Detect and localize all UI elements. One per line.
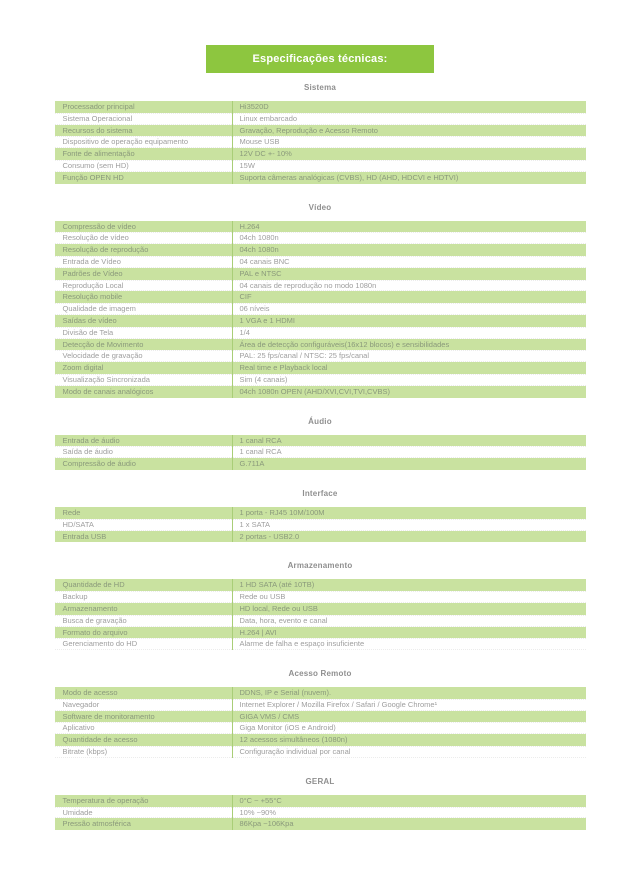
spec-value: 04 canais BNC: [239, 256, 290, 266]
spec-value: 1/4: [239, 327, 250, 337]
spec-label: Navegador: [62, 699, 100, 709]
spec-label: Software de monitoramento: [62, 711, 155, 721]
section-title-audio: Áudio: [308, 416, 332, 426]
spec-label: Saídas de vídeo: [62, 315, 117, 325]
spec-value: Alarme de falha e espaço insuficiente: [239, 639, 365, 649]
section-title-video: Vídeo: [308, 202, 332, 212]
spec-label: Entrada de áudio: [62, 435, 120, 445]
table-row: [55, 795, 586, 807]
spec-label: Fonte de alimentação: [62, 149, 135, 159]
spec-label: Backup: [62, 592, 88, 602]
spec-table-acesso-remoto: [55, 687, 586, 758]
section-interface: [0, 489, 640, 542]
spec-label: Temperatura de operação: [62, 795, 149, 805]
table-row: [55, 435, 586, 447]
table-row: [55, 362, 586, 374]
spec-value: Área de detecção configuráveis(16x12 blocos) e sensibilidades: [239, 339, 450, 349]
spec-value: 10% ~90%: [239, 807, 276, 817]
table-row: [55, 446, 586, 458]
table-row: [55, 638, 586, 650]
spec-label: Velocidade de gravação: [62, 351, 143, 361]
table-row: [55, 125, 586, 137]
spec-label: Saída de áudio: [62, 447, 113, 457]
spec-label: Gerenciamento do HD: [62, 639, 138, 649]
spec-label: Padrões de Vídeo: [62, 268, 123, 278]
spec-table-geral: [55, 795, 586, 830]
spec-label: Visualização Sincronizada: [62, 374, 150, 384]
table-row: [55, 244, 586, 256]
spec-value: PAL e NTSC: [239, 268, 282, 278]
spec-label: Consumo (sem HD): [62, 160, 129, 170]
spec-label: HD/SATA: [62, 519, 94, 529]
table-row: [55, 113, 586, 125]
spec-sections-container: [0, 83, 640, 830]
table-row: [55, 591, 586, 603]
spec-value: 2 portas - USB2.0: [239, 531, 300, 541]
spec-value: PAL: 25 fps/canal / NTSC: 25 fps/canal: [239, 351, 370, 361]
section-audio: [0, 417, 640, 470]
spec-value: 04ch 1080n: [239, 245, 279, 255]
spec-label: Resolução de vídeo: [62, 233, 129, 243]
spec-value: Configuração individual por canal: [239, 747, 351, 757]
spec-label: Quantidade de acesso: [62, 735, 138, 745]
spec-label: Zoom digital: [62, 363, 104, 373]
table-row: [55, 374, 586, 386]
spec-table-armazenamento: [55, 579, 586, 650]
table-row: [55, 291, 586, 303]
spec-value: 04 canais de reprodução no modo 1080n: [239, 280, 377, 290]
spec-label: Recursos do sistema: [62, 125, 133, 135]
spec-table-interface: [55, 507, 586, 542]
table-row: [55, 268, 586, 280]
spec-label: Entrada USB: [62, 531, 107, 541]
spec-label: Bitrate (kbps): [62, 747, 108, 757]
section-geral: [0, 777, 640, 830]
table-row: [55, 807, 586, 819]
table-row: [55, 148, 586, 160]
table-row: [55, 615, 586, 627]
spec-label: Divisão de Tela: [62, 327, 114, 337]
spec-value: G.711A: [239, 459, 265, 469]
table-row: [55, 746, 586, 758]
spec-label: Aplicativo: [62, 723, 95, 733]
spec-value: Suporta câmeras analógicas (CVBS), HD (AHD, HDCVI e HDTVI): [239, 172, 459, 182]
table-row: [55, 458, 586, 470]
table-row: [55, 711, 586, 723]
page-title: Especificações técnicas:: [252, 53, 388, 65]
spec-label: Entrada de Vídeo: [62, 256, 121, 266]
table-row: [55, 101, 586, 113]
table-row: [55, 579, 586, 591]
spec-value: Internet Explorer / Mozilla Firefox / Safari / Google Chrome¹: [239, 699, 438, 709]
spec-value: Giga Monitor (iOS e Android): [239, 723, 336, 733]
table-row: [55, 327, 586, 339]
table-row: [55, 232, 586, 244]
spec-label: Resolução mobile: [62, 292, 123, 302]
spec-value: H.264: [239, 221, 260, 231]
table-row: [55, 280, 586, 292]
spec-value: Linux embarcado: [239, 113, 298, 123]
table-row: [55, 627, 586, 639]
section-title-acesso-remoto: Acesso Remoto: [288, 669, 352, 679]
table-row: [55, 386, 586, 398]
spec-label: Umidade: [62, 807, 93, 817]
spec-value: DDNS, IP e Serial (nuvem).: [239, 688, 332, 698]
table-row: [55, 256, 586, 268]
table-row: [55, 519, 586, 531]
spec-table-video: [55, 221, 586, 398]
spec-label: Busca de gravação: [62, 615, 127, 625]
table-row: [55, 172, 586, 184]
spec-value: Real time e Playback local: [239, 363, 328, 373]
spec-label: Reprodução Local: [62, 280, 124, 290]
spec-value: CIF: [239, 292, 252, 302]
spec-value: 12V DC +- 10%: [239, 149, 292, 159]
table-row: [55, 699, 586, 711]
section-title-interface: Interface: [302, 488, 338, 498]
spec-value: Hi3520D: [239, 102, 269, 111]
spec-value: 1 canal RCA: [239, 435, 282, 445]
spec-table-audio: [55, 435, 586, 470]
table-row: [55, 603, 586, 615]
section-title-sistema: Sistema: [303, 83, 337, 92]
section-acesso-remoto: [0, 669, 640, 758]
spec-label: Dispositivo de operação equipamento: [62, 137, 188, 147]
spec-label: Modo de acesso: [62, 688, 118, 698]
table-row: [55, 734, 586, 746]
spec-value: 04ch 1080n: [239, 233, 279, 243]
table-row: [55, 221, 586, 233]
spec-value: H.264 | AVI: [239, 627, 277, 637]
spec-label: Pressão atmosférica: [62, 819, 131, 829]
spec-value: 1 HD SATA (até 10TB): [239, 580, 315, 590]
spec-value: 12 acessos simultâneos (1080n): [239, 735, 348, 745]
table-row: [55, 531, 586, 543]
spec-label: Sistema Operacional: [62, 113, 133, 123]
section-armazenamento: [0, 561, 640, 650]
spec-value: 1 porta - RJ45 10M/100M: [239, 507, 325, 517]
spec-value: 04ch 1080n OPEN (AHD/XVI,CVI,TVI,CVBS): [239, 386, 390, 396]
spec-value: Mouse USB: [239, 137, 280, 147]
table-row: [55, 136, 586, 148]
spec-label: Qualidade de imagem: [62, 304, 136, 314]
table-row: [55, 818, 586, 830]
spec-value: 1 canal RCA: [239, 447, 282, 457]
spec-value: Data, hora, evento e canal: [239, 615, 328, 625]
spec-label: Compressão de vídeo: [62, 221, 136, 231]
spec-value: 1 x SATA: [239, 519, 271, 529]
table-row: [55, 350, 586, 362]
table-row: [55, 315, 586, 327]
spec-value: Gravação, Reprodução e Acesso Remoto: [239, 125, 378, 135]
table-row: [55, 507, 586, 519]
spec-table-sistema: [55, 101, 586, 184]
spec-value: GIGA VMS / CMS: [239, 711, 300, 721]
spec-label: Resolução de reprodução: [62, 245, 149, 255]
spec-value: 06 níveis: [239, 304, 270, 314]
spec-label: Processador principal: [62, 102, 135, 111]
table-row: [55, 339, 586, 351]
spec-label: Quantidade de HD: [62, 580, 125, 590]
spec-label: Modo de canais analógicos: [62, 386, 154, 396]
spec-value: 1 VGA e 1 HDMI: [239, 315, 295, 325]
section-video: [0, 203, 640, 398]
spec-label: Função OPEN HD: [62, 172, 124, 182]
table-row: [55, 303, 586, 315]
spec-value: HD local, Rede ou USB: [239, 603, 318, 613]
spec-label: Armazenamento: [62, 603, 118, 613]
spec-label: Formato do arquivo: [62, 627, 128, 637]
table-row: [55, 722, 586, 734]
section-title-armazenamento: Armazenamento: [287, 561, 353, 571]
section-title-geral: GERAL: [305, 776, 335, 786]
section-sistema: [0, 83, 640, 184]
spec-value: 0°C ~ +55°C: [239, 795, 282, 805]
spec-value: Sim (4 canais): [239, 374, 288, 384]
table-row: [55, 687, 586, 699]
spec-label: Detecção de Movimento: [62, 339, 144, 349]
spec-value: Rede ou USB: [239, 592, 286, 602]
spec-value: 15W: [239, 160, 255, 170]
table-row: [55, 160, 586, 172]
page-title-banner: [206, 45, 434, 73]
spec-value: 86Kpa ~106Kpa: [239, 819, 294, 829]
spec-label: Rede: [62, 507, 81, 517]
spec-label: Compressão de áudio: [62, 459, 136, 469]
